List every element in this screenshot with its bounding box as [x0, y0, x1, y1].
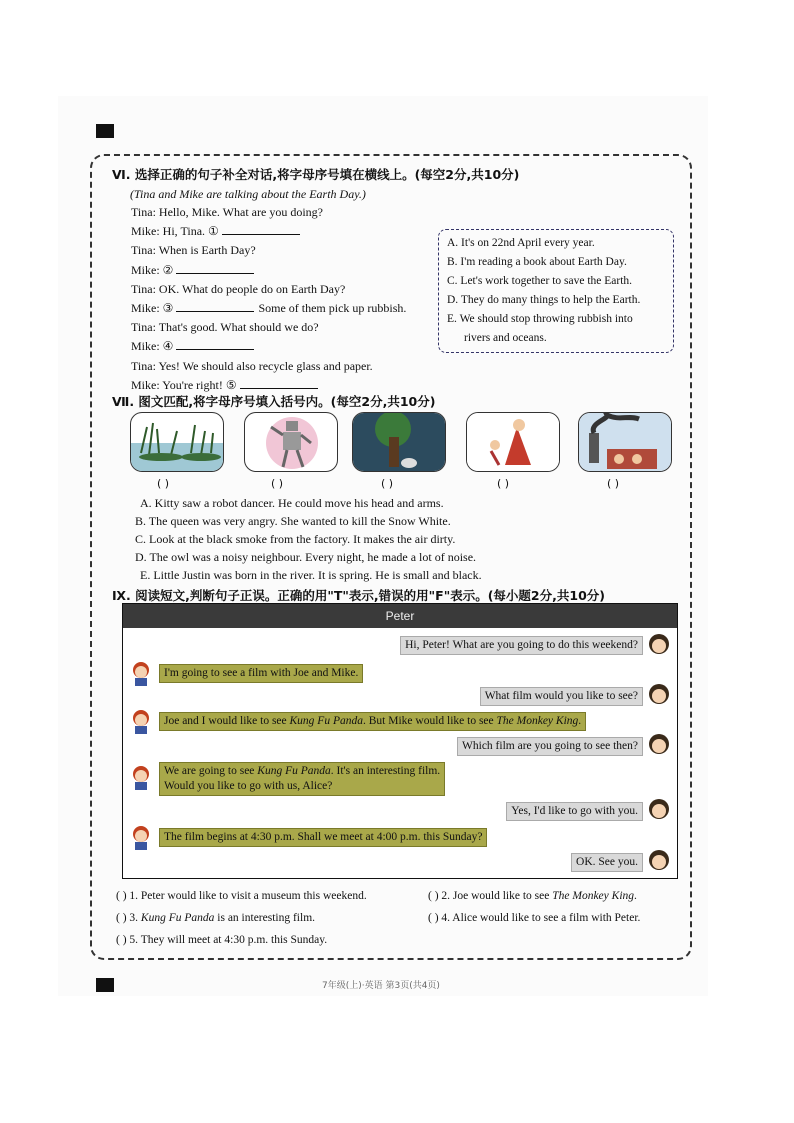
- speaker-label: Mike:: [131, 224, 160, 239]
- alice-avatar-icon: [647, 632, 671, 658]
- dialogue-line: [131, 320, 319, 335]
- sentence-b: B. The queen was very angry. She wanted to kill the Snow White.: [135, 514, 451, 528]
- corner-mark-bottom: [96, 978, 114, 992]
- answer-paren-4[interactable]: ( ): [497, 477, 510, 490]
- speaker-label: Mike:: [131, 262, 160, 277]
- msg-4: Joe and I would like to see Kung Fu Panda. But Mike would like to see The Monkey King.: [159, 712, 586, 731]
- alice-avatar-icon: [647, 732, 671, 758]
- section-7-title: Ⅶ. 图文匹配,将字母序号填入括号内。(每空2分,共10分): [112, 394, 436, 409]
- robot-dancer-picture: [244, 412, 338, 472]
- answer-blank[interactable]: [222, 224, 300, 235]
- speaker-label: Mike:: [131, 339, 160, 354]
- reeds-river-picture: [130, 412, 224, 472]
- speaker-label: Tina:: [131, 243, 156, 258]
- dialogue-line: [131, 378, 318, 393]
- chat-title: Peter: [123, 604, 677, 628]
- tree-owl-picture: [352, 412, 446, 472]
- dialogue-text: OK. What do people do on Earth Day?: [158, 281, 346, 296]
- dialogue-line: [131, 359, 373, 374]
- answer-blank[interactable]: [176, 263, 254, 274]
- dialogue-text: Hi, Tina. ①: [162, 224, 219, 239]
- msg-2: I'm going to see a film with Joe and Mike.: [159, 664, 363, 683]
- speaker-label: Mike:: [131, 301, 160, 315]
- peter-avatar-icon: [127, 708, 151, 734]
- statement-3: ( ) 3. Kung Fu Panda is an interesting film.: [116, 912, 316, 924]
- option-d: D. They do many things to help the Earth.: [447, 294, 641, 306]
- page-footer: 7年级(上)·英语 第3页(共4页): [322, 981, 440, 991]
- sentence-d: D. The owl was a noisy neighbour. Every night, he made a lot of noise.: [135, 550, 477, 564]
- peter-avatar-icon: [127, 764, 151, 790]
- answer-blank[interactable]: [176, 339, 254, 350]
- msg-3: What film would you like to see?: [480, 687, 643, 706]
- dialogue-line: [131, 282, 345, 297]
- factory-smoke-picture: [578, 412, 672, 472]
- option-a: A. It's on 22nd April every year.: [447, 237, 595, 249]
- option-e-cont: rivers and oceans.: [464, 332, 547, 344]
- speaker-label: Tina:: [131, 320, 156, 335]
- msg-7: Yes, I'd like to go with you.: [506, 802, 643, 821]
- dialogue-line: [131, 301, 406, 316]
- option-b: B. I'm reading a book about Earth Day.: [447, 256, 627, 268]
- section-6-context: (Tina and Mike are talking about the Earth Day.): [130, 187, 366, 201]
- peter-avatar-icon: [127, 824, 151, 850]
- speaker-label: Tina:: [131, 281, 156, 296]
- dialogue-text: ②: [162, 262, 174, 277]
- peter-avatar-icon: [127, 660, 151, 686]
- dialogue-line: [131, 243, 256, 258]
- dialogue-text: Yes! We should also recycle glass and paper.: [158, 358, 373, 373]
- statement-2: ( ) 2. Joe would like to see The Monkey King.: [428, 890, 637, 902]
- dialogue-line: [131, 224, 300, 239]
- msg-5: Which film are you going to see then?: [457, 737, 643, 756]
- chat-window: [122, 603, 678, 879]
- alice-avatar-icon: [647, 797, 671, 823]
- dialogue-text: When is Earth Day?: [158, 243, 256, 258]
- sentence-c: C. Look at the black smoke from the factory. It makes the air dirty.: [135, 532, 456, 546]
- alice-avatar-icon: [647, 682, 671, 708]
- speaker-label: Tina:: [131, 205, 156, 219]
- statement-4: ( ) 4. Alice would like to see a film with Peter.: [428, 912, 641, 924]
- msg-9: OK. See you.: [571, 853, 643, 872]
- answer-paren-1[interactable]: ( ): [157, 477, 170, 490]
- sentence-a: A. Kitty saw a robot dancer. He could move his head and arms.: [140, 496, 444, 510]
- dialogue-text: That's good. What should we do?: [158, 320, 319, 335]
- msg-6: We are going to see Kung Fu Panda. It's an interesting film. Would you like to go with us, Alice?: [159, 762, 445, 796]
- corner-mark-top: [96, 124, 114, 138]
- option-c: C. Let's work together to save the Earth.: [447, 275, 633, 287]
- answer-blank[interactable]: [240, 378, 318, 389]
- msg-8: The film begins at 4:30 p.m. Shall we meet at 4:00 p.m. this Sunday?: [159, 828, 487, 847]
- dialogue-text: You're right! ⑤: [162, 377, 237, 392]
- speaker-label: Tina:: [131, 358, 156, 373]
- options-box: [438, 229, 674, 353]
- dialogue-text: Hello, Mike. What are you doing?: [158, 205, 323, 219]
- statement-1: ( ) 1. Peter would like to visit a museum this weekend.: [116, 890, 367, 902]
- queen-picture: [466, 412, 560, 472]
- answer-paren-5[interactable]: ( ): [607, 477, 620, 490]
- dialogue-line: [131, 205, 323, 220]
- dialogue-line: [131, 263, 254, 278]
- section-9-title: Ⅸ. 阅读短文,判断句子正误。正确的用"T"表示,错误的用"F"表示。(每小题2分,共10分): [112, 588, 605, 603]
- speaker-label: Mike:: [131, 377, 160, 392]
- msg-1: Hi, Peter! What are you going to do this weekend?: [400, 636, 643, 655]
- answer-paren-3[interactable]: ( ): [381, 477, 394, 490]
- option-e: E. We should stop throwing rubbish into: [447, 313, 633, 325]
- answer-paren-2[interactable]: ( ): [271, 477, 284, 490]
- sentence-e: E. Little Justin was born in the river. It is spring. He is small and black.: [140, 568, 482, 582]
- dialogue-text: ③: [162, 301, 174, 315]
- alice-avatar-icon: [647, 848, 671, 874]
- statement-5: ( ) 5. They will meet at 4:30 p.m. this Sunday.: [116, 934, 328, 946]
- answer-blank[interactable]: [176, 301, 254, 312]
- dialogue-text: ④: [162, 339, 174, 354]
- dialogue-after: Some of them pick up rubbish.: [258, 301, 407, 315]
- section-6-title: Ⅵ. 选择正确的句子补全对话,将字母序号填在横线上。(每空2分,共10分): [112, 167, 520, 182]
- dialogue-line: [131, 339, 254, 354]
